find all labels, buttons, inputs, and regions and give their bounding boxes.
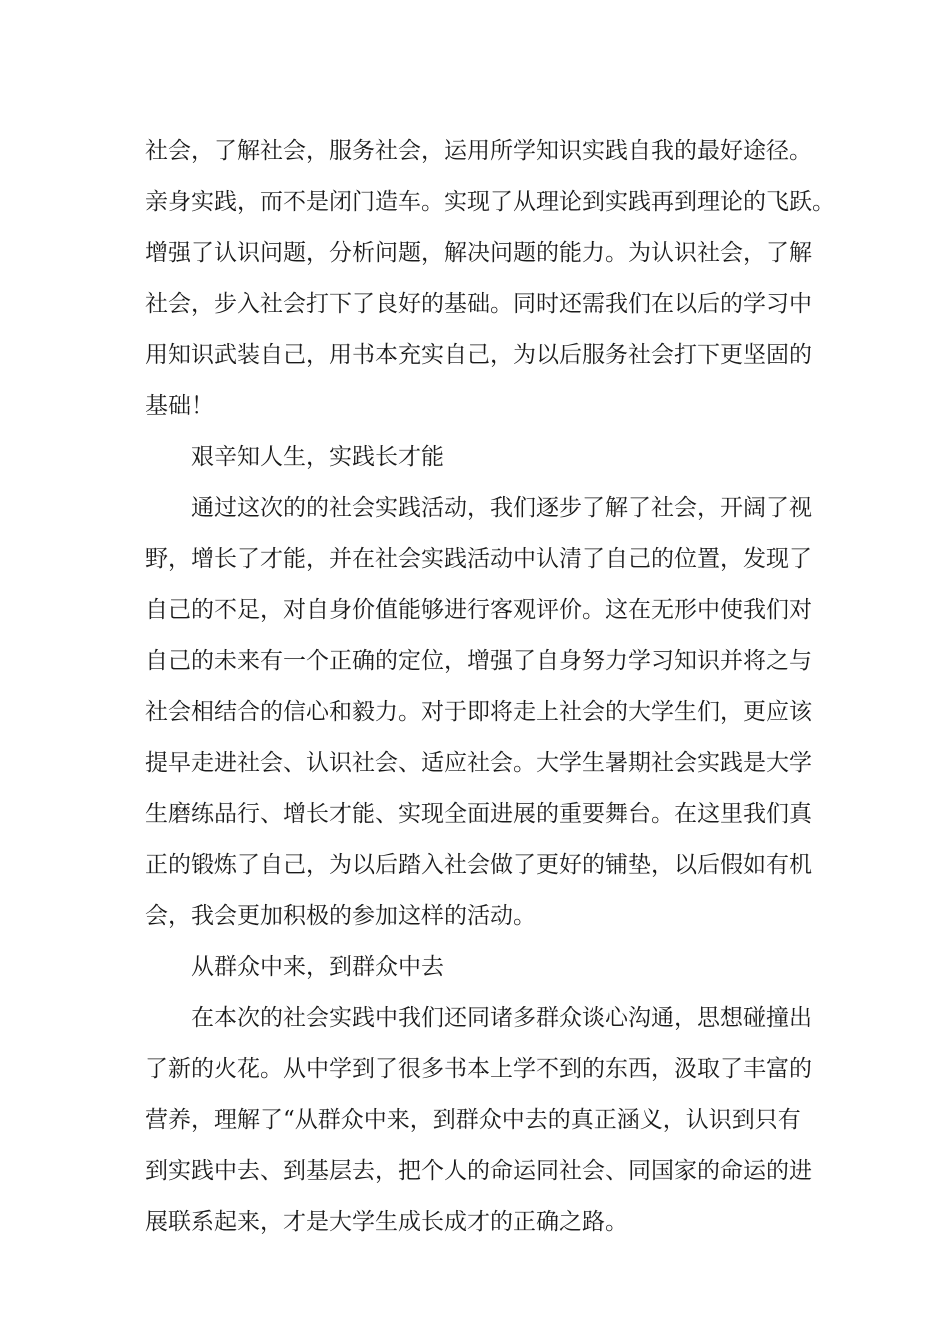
body-text-line: 正的锻炼了自己，为以后踏入社会做了更好的铺垫，以后假如有机 bbox=[145, 852, 812, 878]
body-text-line: 营养，理解了“从群众中来，到群众中去的真正涵义，认识到只有 bbox=[145, 1107, 801, 1133]
body-text-line: 到实践中去、到基层去，把个人的命运同社会、同国家的命运的进 bbox=[145, 1158, 812, 1184]
body-text-line: 提早走进社会、认识社会、适应社会。大学生暑期社会实践是大学 bbox=[145, 750, 812, 776]
body-text-line: 自己的不足，对自身价值能够进行客观评价。这在无形中使我们对 bbox=[145, 597, 812, 623]
body-text-line: 增强了认识问题，分析问题，解决问题的能力。为认识社会，了解 bbox=[145, 240, 812, 266]
body-text-line: 会，我会更加积极的参加这样的活动。 bbox=[145, 903, 536, 929]
section-heading-2: 从群众中来，到群众中去 bbox=[191, 954, 444, 980]
body-text-line: 展联系起来，才是大学生成长成才的正确之路。 bbox=[145, 1209, 628, 1235]
body-text-line: 基础！ bbox=[145, 393, 214, 419]
body-text-line: 自己的未来有一个正确的定位，增强了自身努力学习知识并将之与 bbox=[145, 648, 812, 674]
body-text-line: 了新的火花。从中学到了很多书本上学不到的东西，汲取了丰富的 bbox=[145, 1056, 812, 1082]
body-text-line: 用知识武装自己，用书本充实自己，为以后服务社会打下更坚固的 bbox=[145, 342, 812, 368]
section-heading-1: 艰辛知人生，实践长才能 bbox=[191, 444, 444, 470]
body-text-line: 生磨练品行、增长才能、实现全面进展的重要舞台。在这里我们真 bbox=[145, 801, 812, 827]
body-text-line: 社会，步入社会打下了良好的基础。同时还需我们在以后的学习中 bbox=[145, 291, 812, 317]
body-text-line: 社会相结合的信心和毅力。对于即将走上社会的大学生们，更应该 bbox=[145, 699, 812, 725]
body-text-line: 亲身实践，而不是闭门造车。实现了从理论到实践再到理论的飞跃。 bbox=[145, 189, 835, 215]
paragraph-first-line: 通过这次的的社会实践活动，我们逐步了解了社会，开阔了视 bbox=[191, 495, 812, 521]
document-body bbox=[145, 126, 835, 1248]
paragraph-first-line: 在本次的社会实践中我们还同诸多群众谈心沟通，思想碰撞出 bbox=[191, 1005, 812, 1031]
body-text-line: 社会，了解社会，服务社会，运用所学知识实践自我的最好途径。 bbox=[145, 138, 812, 164]
body-text-line: 野，增长了才能，并在社会实践活动中认清了自己的位置，发现了 bbox=[145, 546, 812, 572]
